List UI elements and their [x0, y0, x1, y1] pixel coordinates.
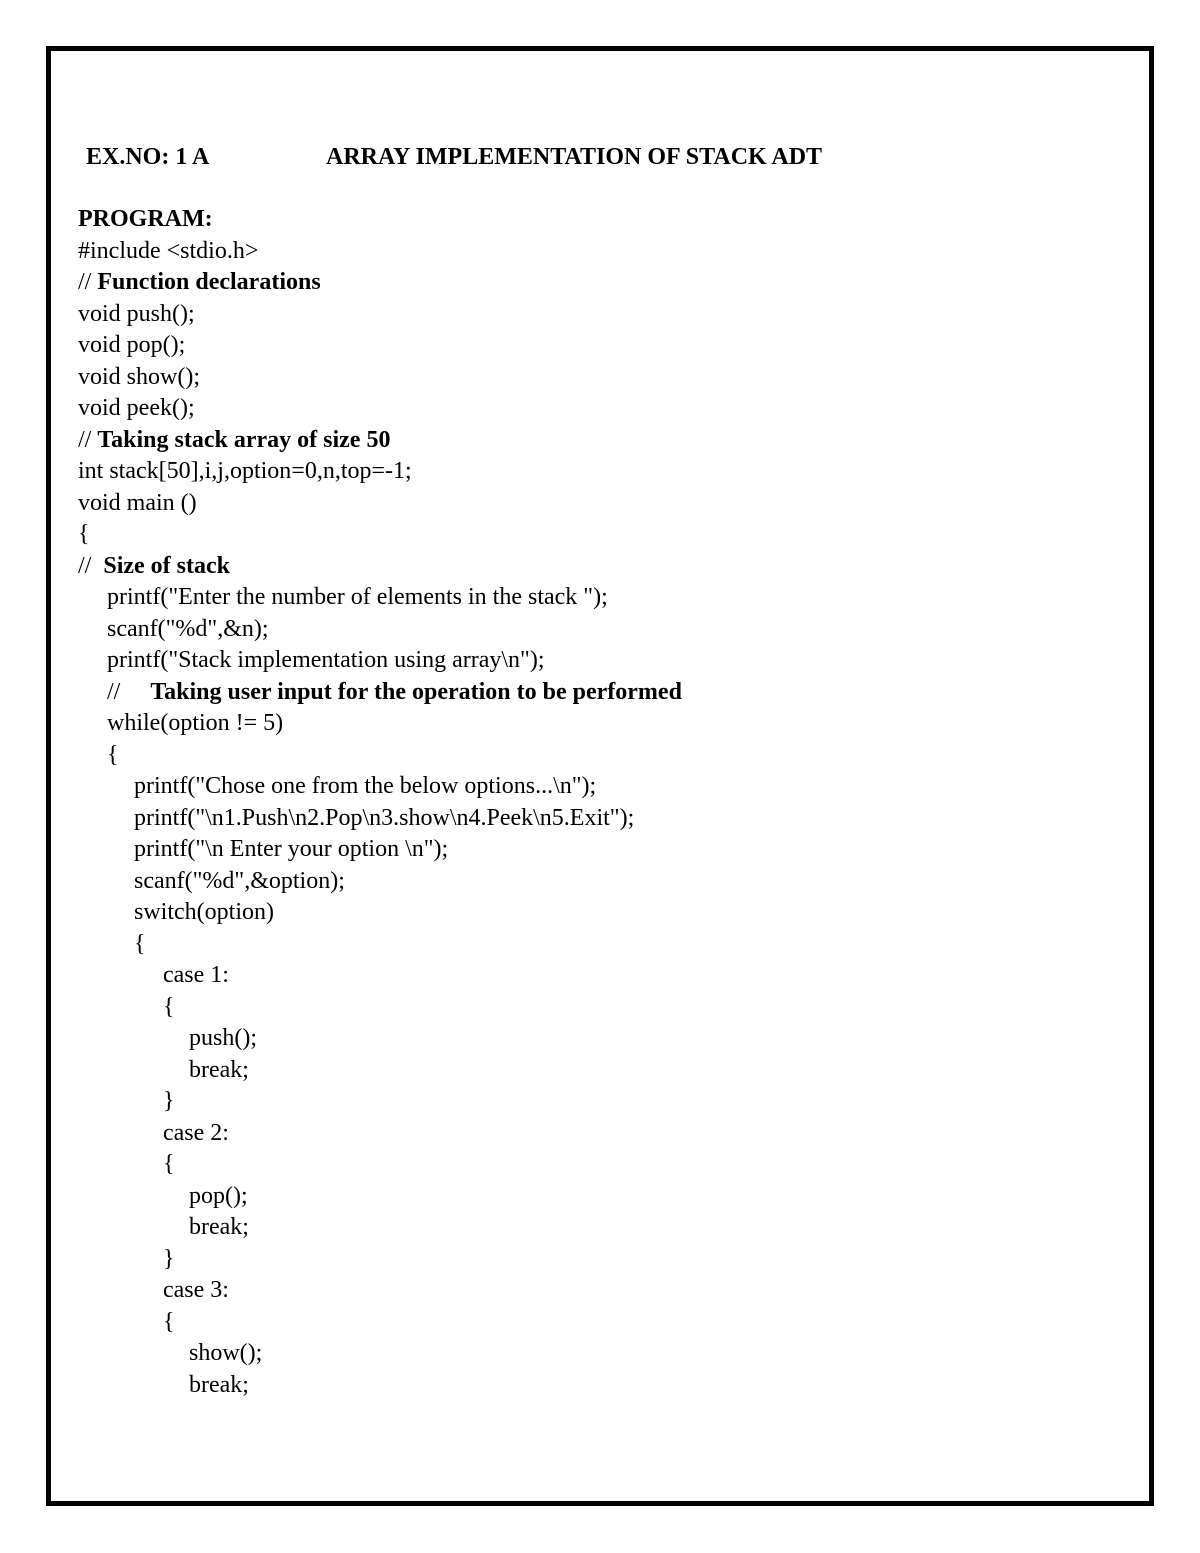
code-line: printf("Stack implementation using array\n");: [107, 647, 545, 673]
code-line: case 1:: [163, 962, 229, 988]
code-comment: [78, 267, 682, 299]
code-line: int stack[50],i,j,option=0,n,top=-1;: [78, 458, 412, 484]
code-comment: [78, 425, 682, 457]
code-line: case 2:: [163, 1119, 229, 1146]
code-line: #include <stdio.h>: [78, 237, 259, 264]
code-line: break;: [189, 1371, 249, 1398]
code-line: scanf("%d",&n);: [107, 615, 269, 642]
comment-text: Taking user input for the operation to be performed: [150, 678, 682, 705]
program-label: PROGRAM:: [78, 206, 213, 232]
code-line: {: [163, 1151, 175, 1177]
code-line: }: [163, 1245, 175, 1272]
code-line: printf("Enter the number of elements in the stack ");: [107, 584, 608, 610]
code-comment: [78, 677, 682, 709]
code-line: printf("\n Enter your option \n");: [134, 836, 449, 862]
code-line: {: [163, 993, 175, 1020]
code-line: void main (): [78, 489, 197, 516]
comment-prefix: //: [78, 552, 104, 579]
comment-prefix: //: [78, 269, 98, 295]
code-line: void pop();: [78, 332, 186, 358]
code-line: {: [78, 521, 90, 547]
code-line: break;: [189, 1056, 249, 1083]
comment-text: Function declarations: [97, 269, 321, 295]
code-line: void push();: [78, 300, 195, 327]
comment-text: Size of stack: [103, 552, 230, 579]
code-line: printf("Chose one from the below options...\n");: [134, 773, 597, 799]
code-line: case 3:: [163, 1277, 229, 1303]
code-line: {: [163, 1308, 175, 1335]
code-line: switch(option): [134, 899, 274, 925]
code-line: break;: [189, 1214, 249, 1240]
comment-prefix: //: [107, 678, 151, 705]
code-line: show();: [189, 1340, 263, 1366]
code-line: }: [163, 1088, 175, 1114]
code-line: pop();: [189, 1182, 248, 1209]
code-line: void show();: [78, 363, 200, 390]
code-line: {: [134, 930, 146, 957]
code-comment: [78, 551, 682, 583]
comment-prefix: //: [78, 426, 98, 453]
program-listing: [78, 204, 682, 1401]
code-line: void peek();: [78, 395, 195, 421]
exercise-number: EX.NO: 1 A: [86, 144, 210, 170]
code-line: printf("\n1.Push\n2.Pop\n3.show\n4.Peek\n5.Exit");: [134, 804, 635, 831]
code-line: push();: [189, 1025, 257, 1051]
exercise-title: ARRAY IMPLEMENTATION OF STACK ADT: [326, 144, 823, 170]
comment-text: Taking stack array of size 50: [97, 426, 391, 453]
code-line: {: [107, 741, 119, 768]
code-line: scanf("%d",&option);: [134, 867, 345, 894]
code-line: while(option != 5): [107, 710, 284, 736]
